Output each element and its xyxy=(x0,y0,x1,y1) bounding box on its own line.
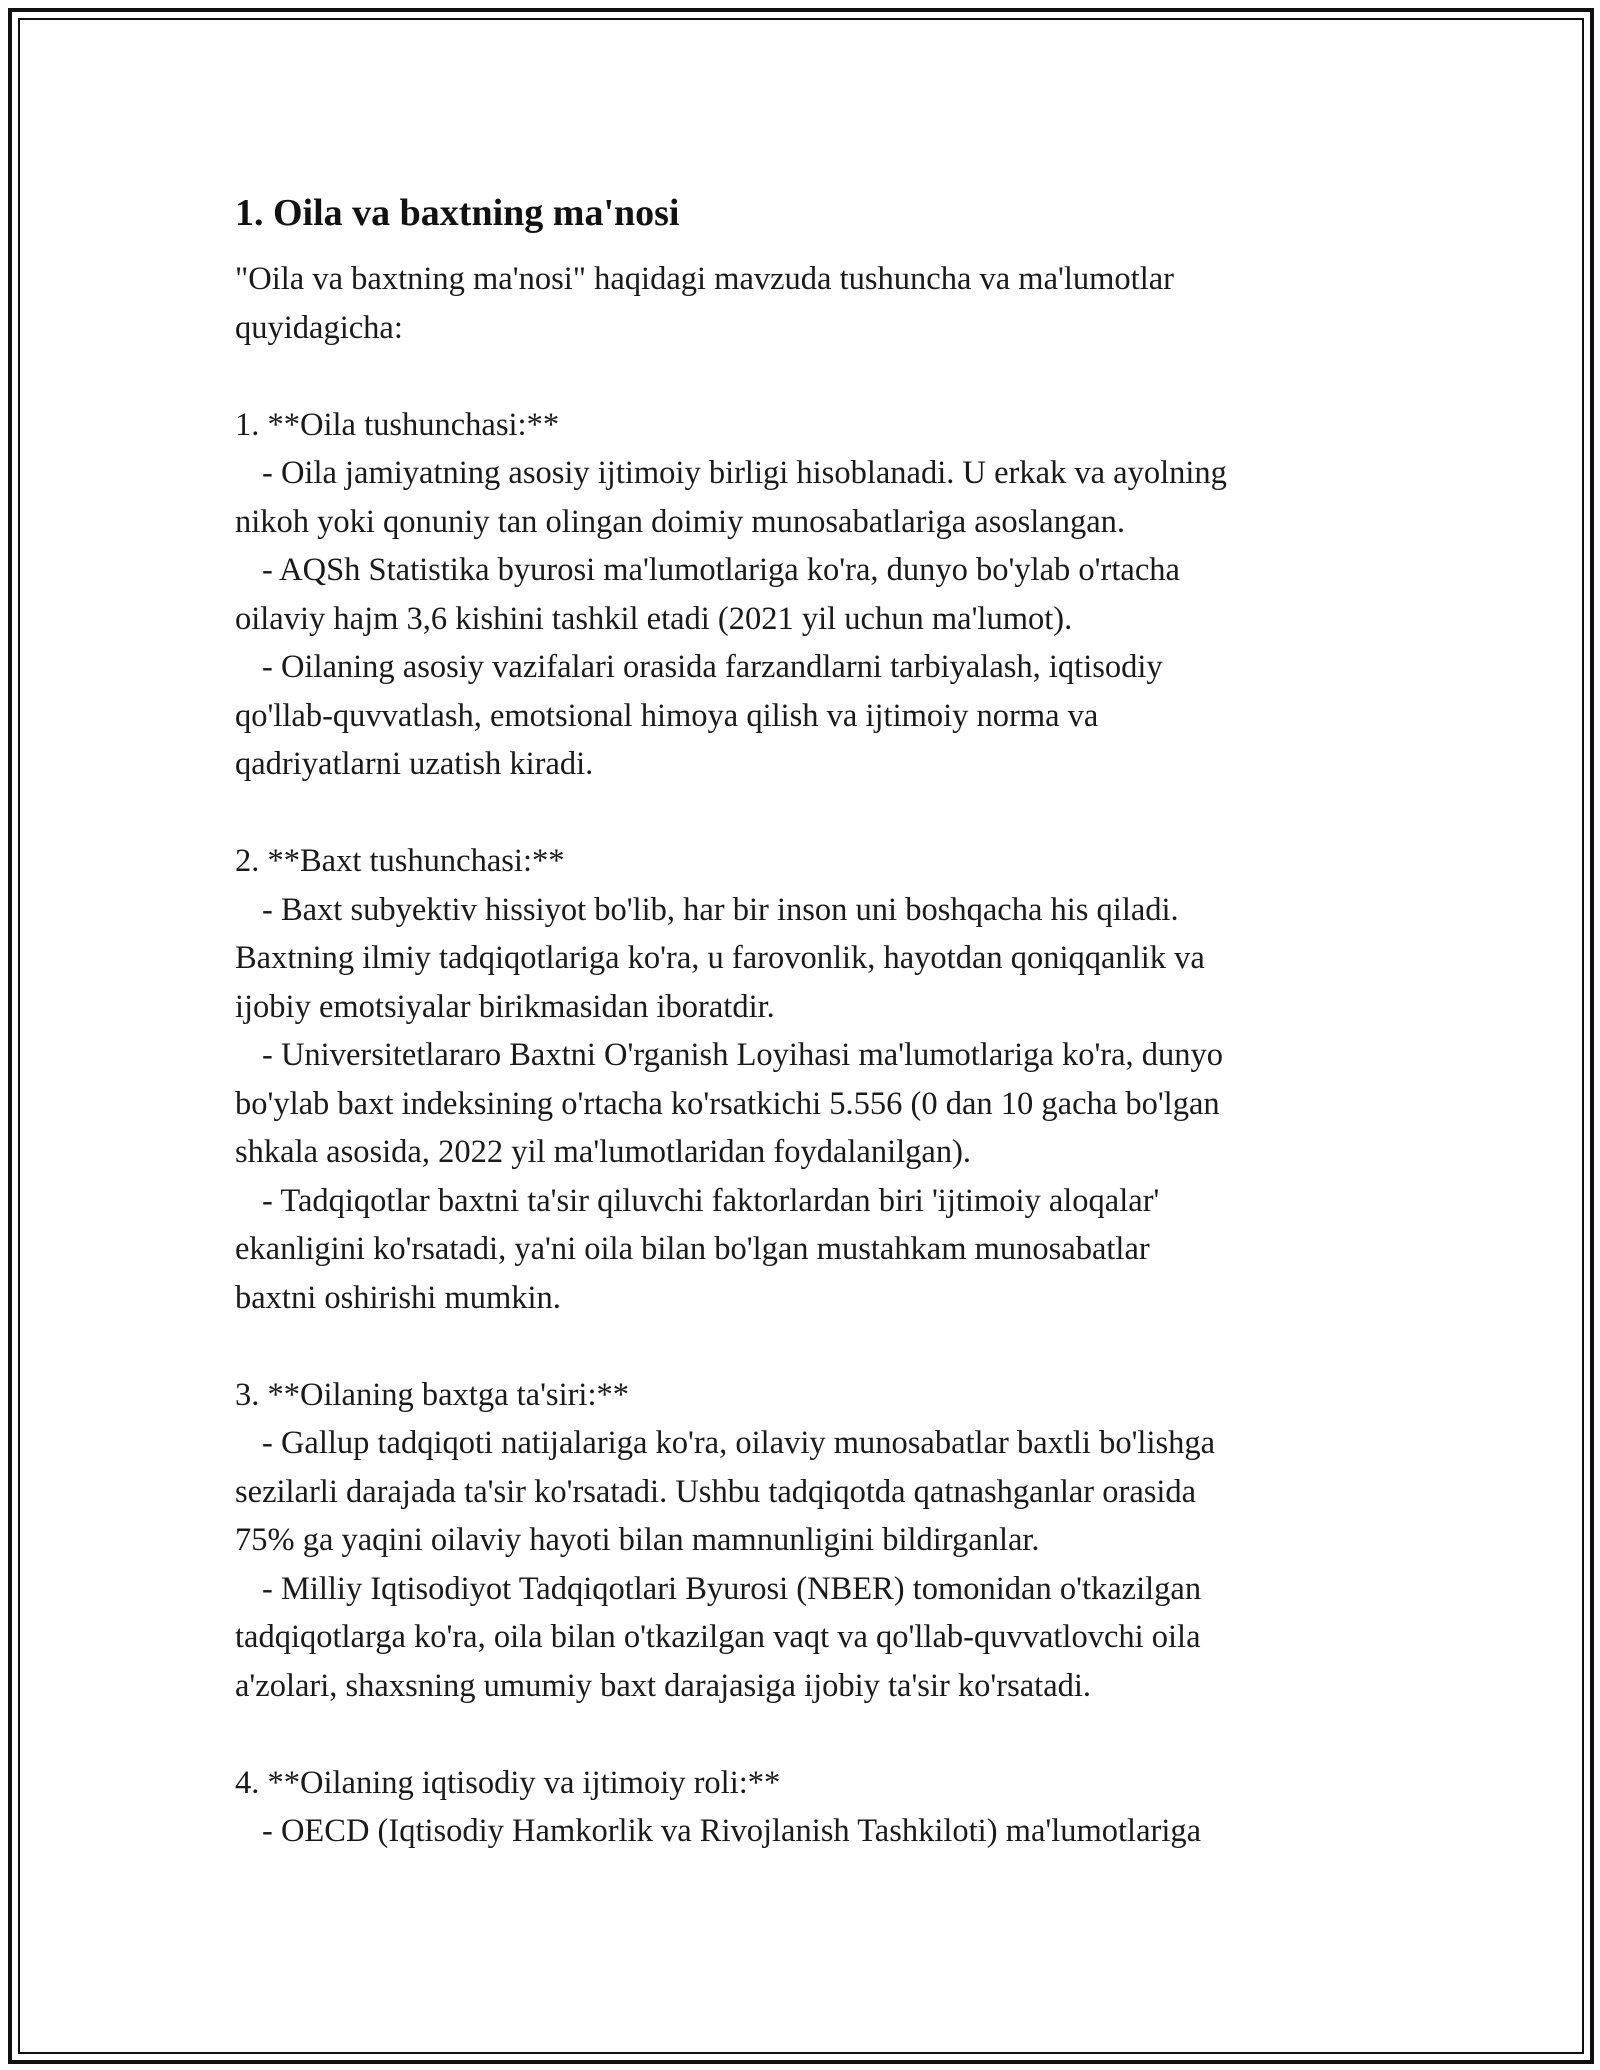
text-line: - OECD (Iqtisodiy Hamkorlik va Rivojlanish Tashkiloti) ma'lumotlariga xyxy=(262,1813,1202,1849)
blank-line xyxy=(235,789,1365,838)
document-title: 1. Oila va baxtning ma'nosi xyxy=(235,192,680,234)
text-line: - Oila jamiyatning asosiy ijtimoiy birligi hisoblanadi. U erkak va ayolning xyxy=(262,455,1227,491)
text-line: 75% ga yaqini oilaviy hayoti bilan mamnunligini bildirganlar. xyxy=(235,1522,1040,1558)
blank-line xyxy=(235,352,1365,401)
text-line: baxtni oshirishi mumkin. xyxy=(235,1279,561,1316)
text-line: qadriyatlarni uzatish kiradi. xyxy=(235,746,594,782)
text-line: nikoh yoki qonuniy tan olingan doimiy munosabatlariga asoslangan. xyxy=(235,503,1126,540)
text-line: bo'ylab baxt indeksining o'rtacha ko'rsatkichi 5.556 (0 dan 10 gacha bo'lgan xyxy=(235,1085,1220,1122)
text-line: quyidagicha: xyxy=(235,309,403,346)
text-line: shkala asosida, 2022 yil ma'lumotlaridan foydalanilgan). xyxy=(235,1134,972,1170)
text-line: - Universitetlararo Baxtni O'rganish Loyihasi ma'lumotlariga ko'ra, dunyo xyxy=(262,1037,1224,1073)
text-line: a'zolari, shaxsning umumiy baxt darajasiga ijobiy ta'sir ko'rsatadi. xyxy=(235,1667,1092,1704)
text-line: ijobiy emotsiyalar birikmasidan iboratdir. xyxy=(235,988,775,1025)
text-line: 4. **Oilaning iqtisodiy va ijtimoiy roli:** xyxy=(235,1764,781,1801)
document-body xyxy=(235,255,1365,1856)
text-line: Baxtning ilmiy tadqiqotlariga ko'ra, u farovonlik, hayotdan qoniqqanlik va xyxy=(235,940,1205,976)
text-line: - Baxt subyektiv hissiyot bo'lib, har bir inson uni boshqacha his qiladi. xyxy=(262,891,1179,928)
text-line: 2. **Baxt tushunchasi:** xyxy=(235,843,565,879)
blank-line xyxy=(235,1710,1365,1759)
text-line: - Tadqiqotlar baxtni ta'sir qiluvchi faktorlardan biri 'ijtimoiy aloqalar' xyxy=(262,1182,1160,1219)
text-line: - Gallup tadqiqoti natijalariga ko'ra, oilaviy munosabatlar baxtli bo'lishga xyxy=(262,1425,1216,1461)
text-line: - AQSh Statistika byurosi ma'lumotlariga ko'ra, dunyo bo'ylab o'rtacha xyxy=(262,552,1180,588)
text-line: ekanligini ko'rsatadi, ya'ni oila bilan bo'lgan mustahkam munosabatlar xyxy=(235,1231,1150,1267)
text-line: sezilarli darajada ta'sir ko'rsatadi. Ushbu tadqiqotda qatnashganlar orasida xyxy=(235,1473,1197,1510)
text-line: 1. **Oila tushunchasi:** xyxy=(235,406,560,443)
document-page xyxy=(235,187,1365,1856)
text-line: tadqiqotlarga ko'ra, oila bilan o'tkazilgan vaqt va qo'llab-quvvatlovchi oila xyxy=(235,1619,1201,1655)
blank-line xyxy=(235,1322,1365,1371)
text-line: oilaviy hajm 3,6 kishini tashkil etadi (2021 yil uchun ma'lumot). xyxy=(235,600,1073,637)
text-line: - Oilaning asosiy vazifalari orasida farzandlarni tarbiyalash, iqtisodiy xyxy=(262,649,1163,685)
text-line: - Milliy Iqtisodiyot Tadqiqotlari Byurosi (NBER) tomonidan o'tkazilgan xyxy=(262,1570,1202,1607)
text-line: 3. **Oilaning baxtga ta'siri:** xyxy=(235,1376,629,1413)
text-line: qo'llab-quvvatlash, emotsional himoya qilish va ijtimoiy norma va xyxy=(235,697,1099,734)
text-line: "Oila va baxtning ma'nosi" haqidagi mavzuda tushuncha va ma'lumotlar xyxy=(235,261,1174,297)
